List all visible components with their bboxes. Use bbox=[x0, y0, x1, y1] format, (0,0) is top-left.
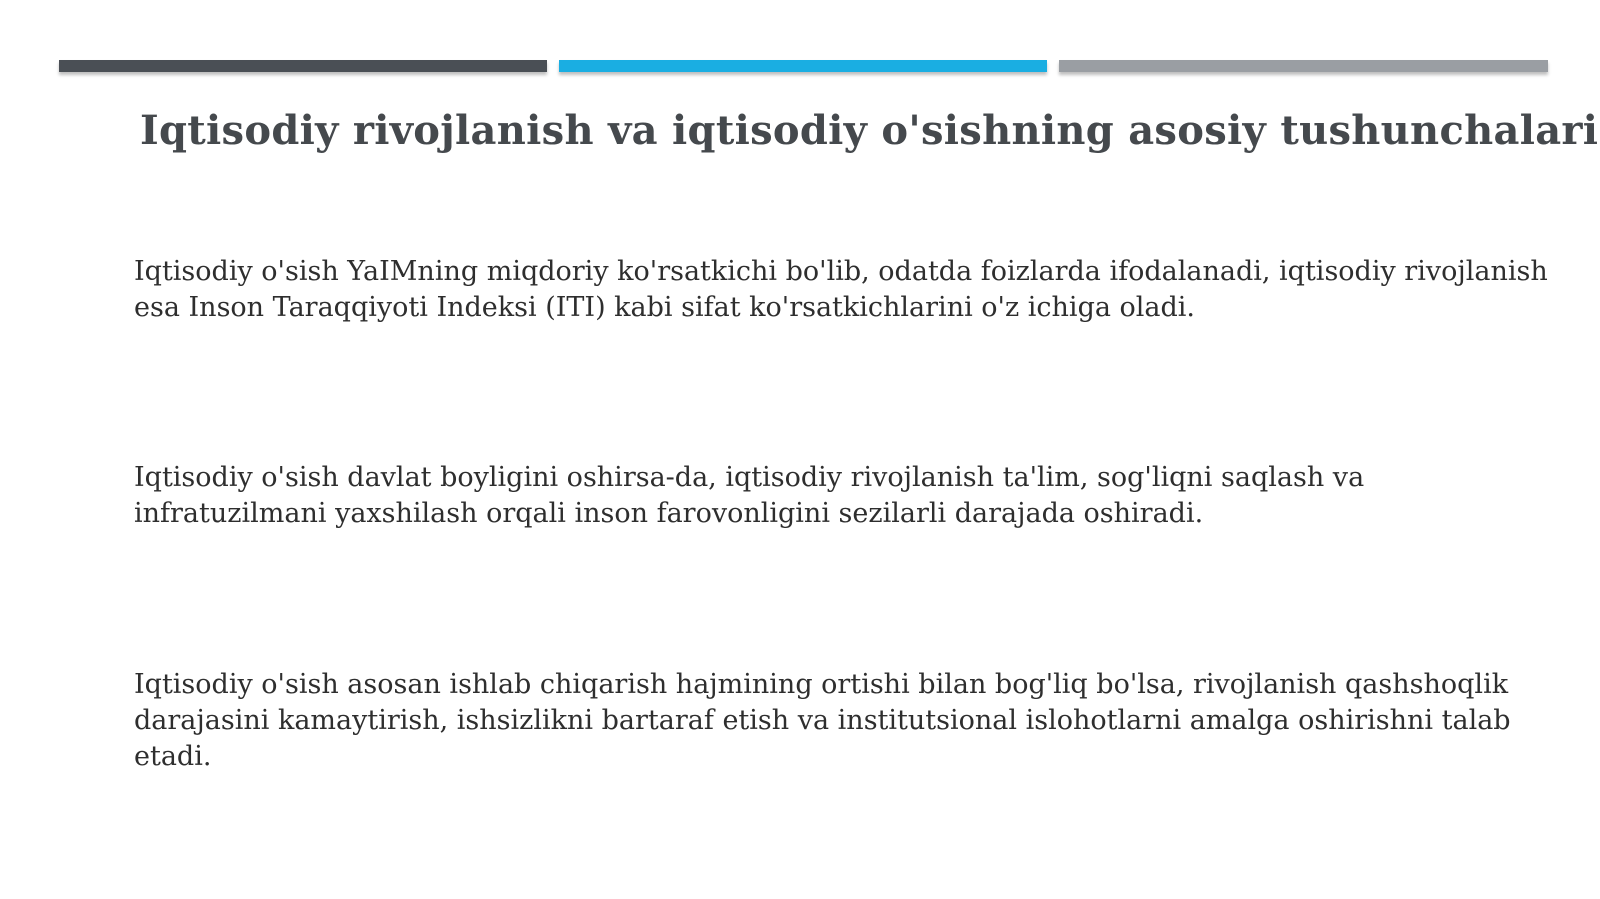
paragraph-1: Iqtisodiy o'sish YaIMning miqdoriy ko'rsatkichi bo'lib, odatda foizlarda ifodalanadi, iqtisodiy rivojlanish esa Inson Taraqqiyoti Indeksi (ITI) kabi sifat ko'rsatkichlarini o'z ichiga oladi. bbox=[134, 256, 1548, 323]
header-bar-dark bbox=[59, 60, 547, 72]
header-bar-blue bbox=[559, 60, 1047, 72]
paragraph-2: Iqtisodiy o'sish davlat boyligini oshirsa-da, iqtisodiy rivojlanish ta'lim, sog'liqni saqlash va infratuzilmani yaxshilash orqali inson farovonligini sezilarli darajada oshiradi. bbox=[134, 462, 1365, 529]
paragraph-3: Iqtisodiy o'sish asosan ishlab chiqarish hajmining ortishi bilan bog'liq bo'lsa, rivojlanish qashshoqlik darajasini kamaytirish, ishsizlikni bartaraf etish va institutsional islohotlarni amalga oshirishni talab etadi. bbox=[134, 669, 1511, 772]
slide-title: Iqtisodiy rivojlanish va iqtisodiy o'sishning asosiy tushunchalari bbox=[140, 107, 1599, 154]
header-bar-gray bbox=[1059, 60, 1548, 72]
